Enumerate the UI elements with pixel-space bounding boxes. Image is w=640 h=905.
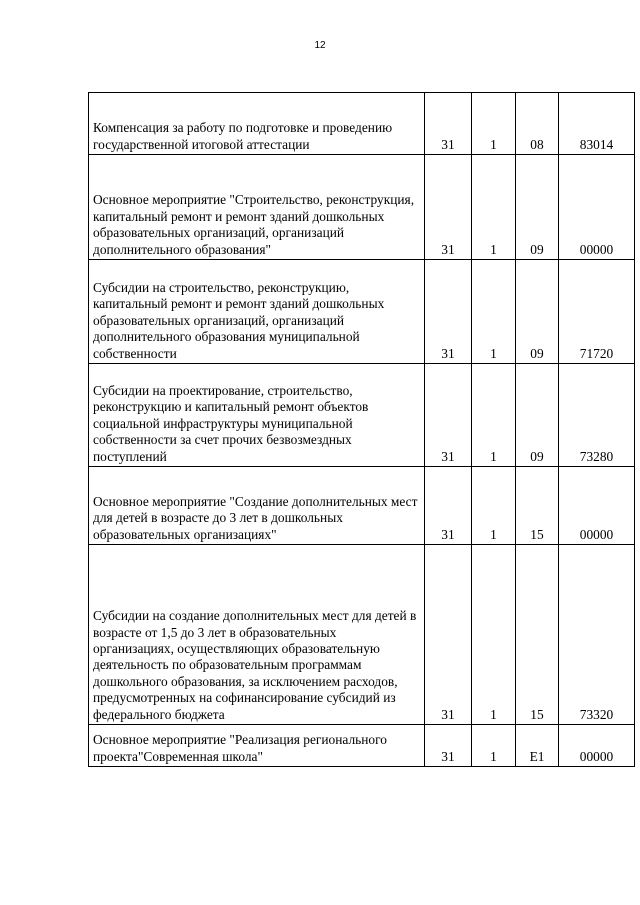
- table-row: [89, 155, 635, 260]
- row-code-2: 1: [472, 364, 516, 467]
- row-code-3: 09: [516, 260, 559, 364]
- page-number: 12: [314, 40, 326, 51]
- row-code-1: 31: [425, 364, 472, 467]
- row-code-3: 08: [516, 93, 559, 155]
- row-code-4: 83014: [559, 93, 635, 155]
- row-code-1: 31: [425, 260, 472, 364]
- table-row: [89, 93, 635, 155]
- row-code-4: 73320: [559, 545, 635, 725]
- row-code-1: 31: [425, 545, 472, 725]
- row-code-4: 00000: [559, 725, 635, 767]
- row-code-4: 00000: [559, 467, 635, 545]
- row-name: Субсидии на строительство, реконструкцию, капитальный ремонт и ремонт зданий дошкольных образовательных организаций, организаций дополнительного образования муниципальной собственности: [89, 260, 425, 364]
- row-name: Субсидии на проектирование, строительство, реконструкцию и капитальный ремонт объектов социальной инфраструктуры муниципальной собственности за счет прочих безвозмездных поступлений: [89, 364, 425, 467]
- row-name: Основное мероприятие "Реализация регионального проекта"Современная школа": [89, 725, 425, 767]
- row-code-3: E1: [516, 725, 559, 767]
- row-name: Компенсация за работу по подготовке и проведению государственной итоговой аттестации: [89, 93, 425, 155]
- row-code-2: 1: [472, 93, 516, 155]
- table-row: [89, 260, 635, 364]
- table-row: [89, 364, 635, 467]
- row-code-2: 1: [472, 155, 516, 260]
- row-name: Основное мероприятие "Строительство, реконструкция, капитальный ремонт и ремонт зданий дошкольных образовательных организаций, организаций дополнительного образования": [89, 155, 425, 260]
- table-row: [89, 545, 635, 725]
- row-code-3: 09: [516, 364, 559, 467]
- row-code-4: 00000: [559, 155, 635, 260]
- row-code-2: 1: [472, 725, 516, 767]
- row-code-3: 09: [516, 155, 559, 260]
- row-code-1: 31: [425, 155, 472, 260]
- row-code-3: 15: [516, 467, 559, 545]
- row-code-1: 31: [425, 93, 472, 155]
- row-name: Основное мероприятие "Создание дополнительных мест для детей в возрасте до 3 лет в дошкольных образовательных организациях": [89, 467, 425, 545]
- row-name: Субсидии на создание дополнительных мест для детей в возрасте от 1,5 до 3 лет в образовательных организациях, осуществляющих образовательную деятельность по образовательным программам дошкольного образования, за исключением расходов, предусмотренных на софинансирование субсидий из федерального бюджета: [89, 545, 425, 725]
- row-code-4: 71720: [559, 260, 635, 364]
- table-row: [89, 467, 635, 545]
- row-code-1: 31: [425, 725, 472, 767]
- row-code-2: 1: [472, 260, 516, 364]
- budget-table: [88, 92, 635, 767]
- row-code-1: 31: [425, 467, 472, 545]
- row-code-4: 73280: [559, 364, 635, 467]
- row-code-3: 15: [516, 545, 559, 725]
- table-row: [89, 725, 635, 767]
- row-code-2: 1: [472, 467, 516, 545]
- row-code-2: 1: [472, 545, 516, 725]
